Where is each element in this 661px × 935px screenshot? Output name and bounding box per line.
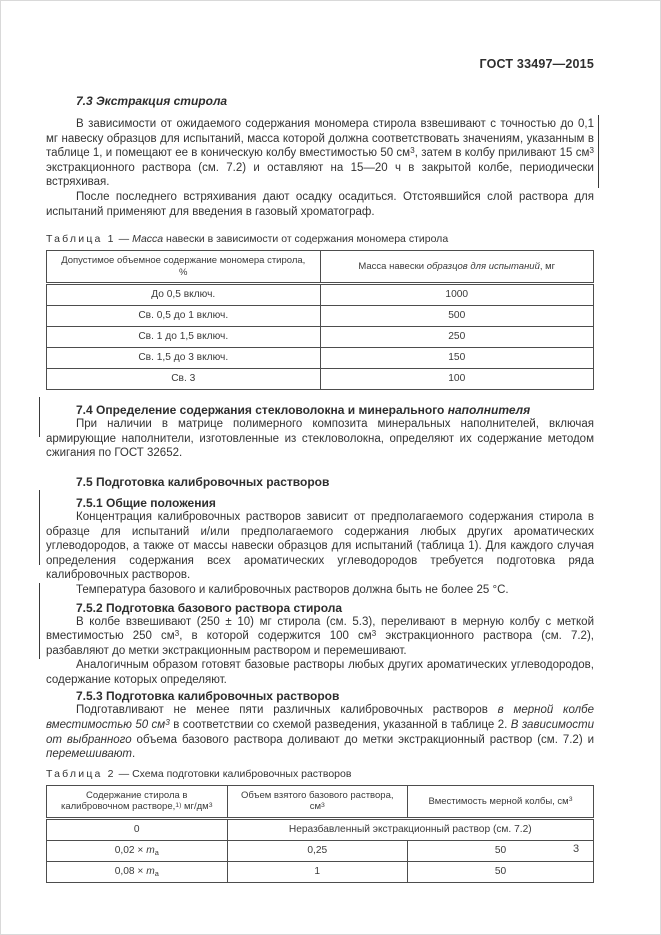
table2-header-col3: Вместимость мерной колбы, $см^3$ xyxy=(408,785,594,818)
change-bar-left-3 xyxy=(39,583,40,659)
table-cell: $0,08 \times m_а$ xyxy=(47,861,228,882)
table-cell: 50 xyxy=(408,840,594,861)
section-7-5-1-paragraph-2: Температура базового и калибровочных растворов должна быть не более 25 °С. xyxy=(76,583,509,596)
table1-header-row xyxy=(47,251,594,284)
section-7-3-heading: 7.3 Экстракция стирола xyxy=(76,94,228,108)
section-7-5-2-paragraph-2: Аналогичным образом готовят базовые растворы любых других ароматических углеводородов, содержание которых определяют. xyxy=(46,659,594,686)
table-row xyxy=(47,284,594,306)
table-cell: 50 xyxy=(408,861,594,882)
table-cell: Св. 3 xyxy=(47,369,321,390)
table-cell: Св. 1 до 1,5 включ. xyxy=(47,327,321,348)
section-7-5-1-heading: 7.5.1 Общие положения xyxy=(76,495,216,510)
table-cell: Св. 0,5 до 1 включ. xyxy=(47,306,321,327)
table-cell: 0,25 xyxy=(227,840,408,861)
table-row xyxy=(47,369,594,390)
page-number: 3 xyxy=(573,843,580,855)
table1-header-col1: Допустимое объемное содержание мономера стирола, % xyxy=(47,251,321,284)
section-7-5-2-paragraph-1: В колбе взвешивают (250 ± 10) мг стирола (см. 5.3), переливают в мерную колбу с меткой вместимостью 250 $см^3$, в которой содержится 100 $см^3$ экстракционного раствора (см. 7.2), разбавляют до метки экстракционным раствором и перемешивают. xyxy=(46,615,594,657)
table-row xyxy=(47,861,594,882)
table2-caption: Таблица 2 — Схема подготовки калибровочных растворов xyxy=(46,767,352,780)
section-7-5-1-paragraph-1: Концентрация калибровочных растворов зависит от предполагаемого содержания стирола в образце для испытаний и/или предполагаемого содержания любых других ароматических углеводородов, а также от массы навески образцов для испытаний (таблица 1). Для каждого случая определения содержания всех ароматических углеводородов требуется подготовка ряда калибровочных растворов. xyxy=(46,510,594,582)
table-cell: 150 xyxy=(320,348,594,369)
table2-header-row xyxy=(47,785,594,818)
table-row xyxy=(47,840,594,861)
table-row xyxy=(47,818,594,840)
table-cell: 100 xyxy=(320,369,594,390)
table-cell: Св. 1,5 до 3 включ. xyxy=(47,348,321,369)
table-cell-merged: Неразбавленный экстракционный раствор (см. 7.2) xyxy=(227,818,594,840)
table-cell: 500 xyxy=(320,306,594,327)
table1-header-col2: Масса навески образцов для испытаний, мг xyxy=(320,251,594,284)
table2-header-col1: Содержание стирола в калибровочном растворе,$^{1)}$ $мг/дм^3$ xyxy=(47,785,228,818)
table2 xyxy=(46,785,594,883)
section-7-4-heading: 7.4 Определение содержания стекловолокна и минерального наполнителя xyxy=(76,403,531,418)
change-bar-right xyxy=(598,115,599,188)
table-row xyxy=(47,306,594,327)
table-cell: 1000 xyxy=(320,284,594,306)
table2-header-col2: Объем взятого базового раствора, $см^3$ xyxy=(227,785,408,818)
doc-number: ГОСТ 33497—2015 xyxy=(479,57,594,71)
change-bar-left-1 xyxy=(39,397,40,437)
section-7-5-3-paragraph-1: Подготавливают не менее пяти различных калибровочных растворов в мерной колбе вместимостью 50 $см^3$ в соответствии со схемой разведения, указанной в таблице 2. В зависимости от выбранного объема базового раствора доливают до метки экстракционный раствор (см. 7.2) и перемешивают. xyxy=(46,704,594,761)
table-cell: 250 xyxy=(320,327,594,348)
table-cell: $0,02 \times m_а$ xyxy=(47,840,228,861)
change-bar-left-2 xyxy=(39,490,40,565)
table-row xyxy=(47,348,594,369)
table-cell: До 0,5 включ. xyxy=(47,284,321,306)
table-row xyxy=(47,327,594,348)
section-7-3-paragraph-2: После последнего встряхивания дают осадку осадиться. Отстоявшийся слой раствора для испытаний применяют для введения в газовый хроматограф. xyxy=(46,190,594,218)
table-cell: 1 xyxy=(227,861,408,882)
table1 xyxy=(46,250,594,390)
section-7-5-heading: 7.5 Подготовка калибровочных растворов xyxy=(76,474,330,489)
section-7-5-3-heading: 7.5.3 Подготовка калибровочных растворов xyxy=(76,689,340,704)
table-cell: 0 xyxy=(47,818,228,840)
table1-caption: Таблица 1 — Масса навески в зависимости от содержания мономера стирола xyxy=(46,233,449,246)
section-7-5-2-heading: 7.5.2 Подготовка базового раствора стирола xyxy=(76,600,343,615)
section-7-4-paragraph-1: При наличии в матрице полимерного композита минеральных наполнителей, включая армирующие наполнители, изготовленные из стекловолокна, определяют их содержание методом сжигания по ГОСТ 32652. xyxy=(46,418,594,460)
section-7-3-paragraph-1: В зависимости от ожидаемого содержания мономера стирола взвешивают с точностью до 0,1 мг навеску образцов для испытаний, масса которой должна соответствовать значениям, указанным в таблице 1, и помещают ее в коническую колбу вместимостью 50 $см^3$, затем в колбу приливают 15 $см^3$ экстракционного раствора (см. 7.2) и оставляют на 15—20 ч в закрытой колбе, периодически встряхивая. xyxy=(46,118,594,189)
